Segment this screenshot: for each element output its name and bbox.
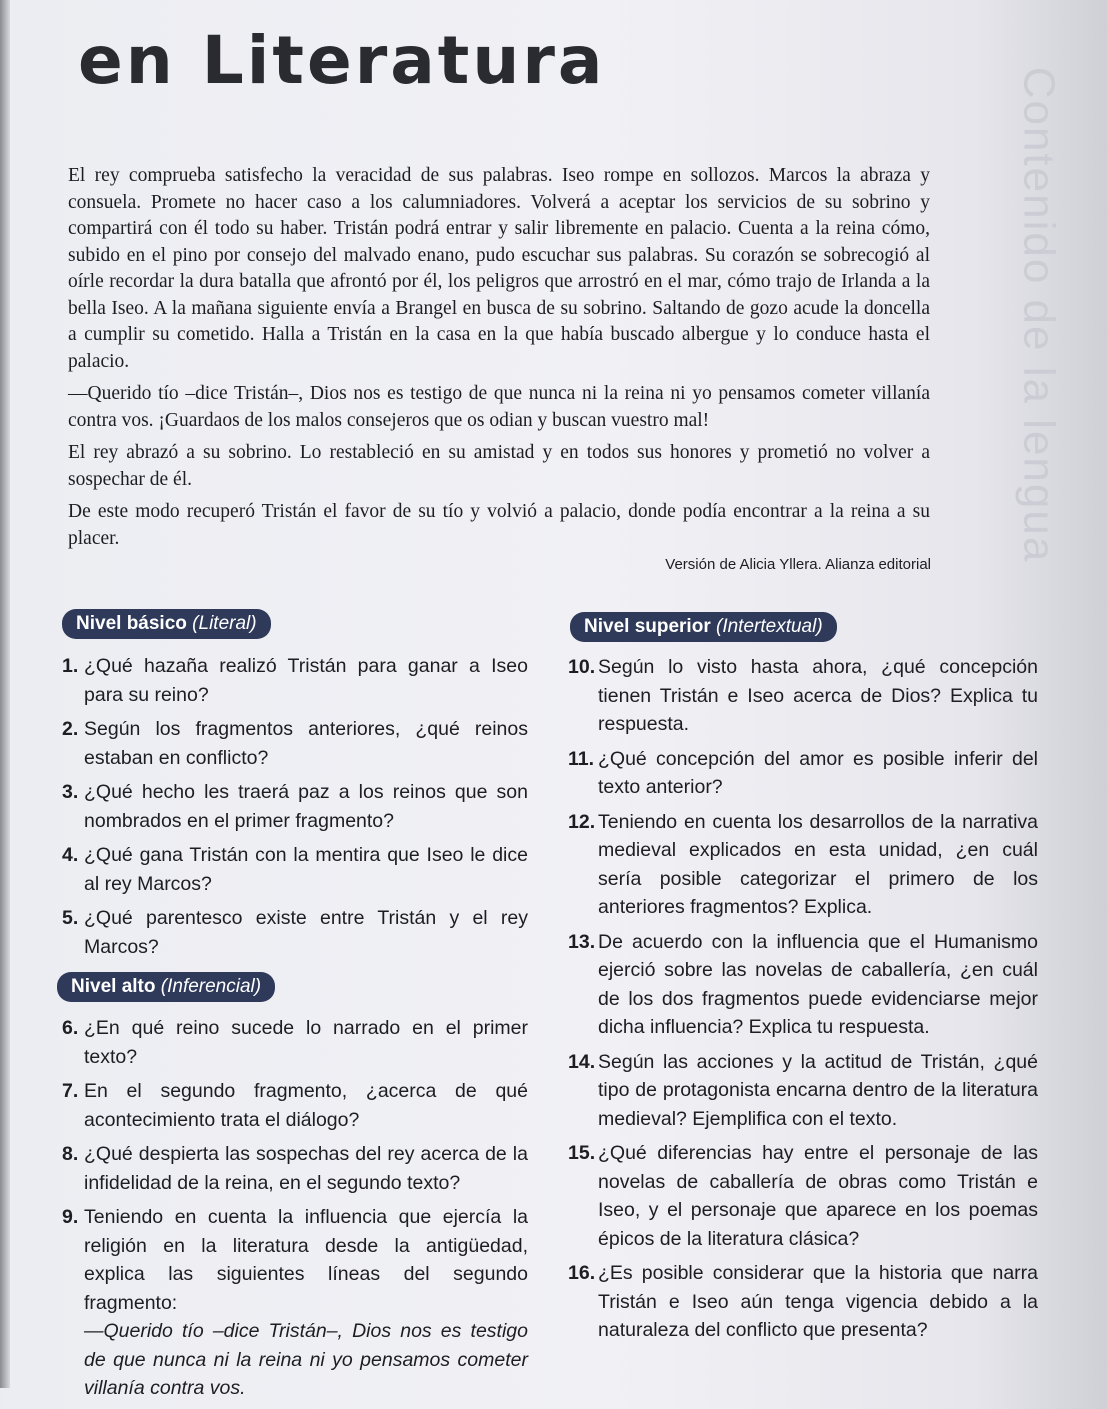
reading-paragraph: El rey abrazó a su sobrino. Lo restableció en su amistad y en todos sus honores y prometió no volver a sospechar de él. [68, 442, 930, 490]
question-body: Teniendo en cuenta la influencia que ejercía la religión en la literatura desde la antigüedad, explica las siguientes líneas del segundo fragmento: [84, 1206, 528, 1314]
side-tab [1008, 66, 1068, 564]
question-text: Según las acciones y la actitud de Tristán, ¿qué tipo de protagonista encarna dentro de la literatura medieval? Ejemplifica con el texto. [598, 1050, 1038, 1130]
question-item [568, 745, 1038, 802]
question-text: ¿Qué hazaña realizó Tristán para ganar a Iseo para su reino? [84, 655, 528, 706]
level-name: Nivel superior [584, 616, 711, 637]
question-item [62, 778, 528, 835]
level-badge-high [57, 972, 275, 1002]
question-text: En el segundo fragmento, ¿acerca de qué acontecimiento trata el diálogo? [84, 1080, 528, 1131]
question-number: 2. [62, 718, 79, 740]
question-item [568, 808, 1038, 922]
question-number: 9. [62, 1206, 79, 1228]
level-type: (Inferencial) [160, 976, 262, 997]
question-number: 13. [568, 930, 596, 953]
level-name: Nivel alto [71, 976, 156, 997]
question-text: ¿Qué hecho les traerá paz a los reinos que son nombrados en el primer fragmento? [84, 781, 528, 832]
questions-basic [62, 652, 528, 967]
question-text: ¿En qué reino sucede lo narrado en el primer texto? [84, 1017, 528, 1068]
question-number: 5. [62, 907, 79, 929]
question-number: 16. [568, 1262, 596, 1284]
question-item [62, 1014, 528, 1071]
question-item [62, 1140, 528, 1197]
question-text: ¿Qué despierta las sospechas del rey acerca de la infidelidad de la reina, en el segundo texto? [84, 1143, 528, 1194]
reading-paragraph: —Querido tío –dice Tristán–, Dios nos es testigo de que nunca ni la reina ni yo pensamos cometer villanía contra vos. ¡Guardaos de los malos consejeros que os odian y buscan vuestro mal! [68, 383, 930, 431]
question-number: 12. [568, 810, 596, 833]
question-number: 7. [62, 1080, 79, 1102]
question-item [568, 1139, 1038, 1253]
questions-superior [568, 653, 1038, 1351]
question-item [62, 1077, 528, 1134]
question-text: Según los fragmentos anteriores, ¿qué reinos estaban en conflicto? [84, 718, 528, 769]
question-item [568, 1259, 1038, 1345]
question-number: 8. [62, 1143, 79, 1165]
question-text [84, 1203, 528, 1403]
side-tab-label: Contenido de la lengua [1014, 66, 1063, 564]
question-item [568, 653, 1038, 739]
question-item [568, 928, 1038, 1042]
page-binding-edge [0, 0, 10, 1388]
question-item [62, 1203, 528, 1403]
question-number: 10. [568, 656, 596, 678]
level-badge-basic [62, 609, 271, 639]
level-badge-superior [570, 612, 837, 642]
question-item [568, 1048, 1038, 1134]
question-item [62, 841, 528, 898]
questions-high [62, 1014, 528, 1409]
question-text: ¿Qué parentesco existe entre Tristán y el rey Marcos? [84, 907, 528, 958]
question-text: Teniendo en cuenta los desarrollos de la narrativa medieval explicados en esta unidad, ¿en cuál sería posible categorizar el primero de los anteriores fragmentos? Explica. [598, 810, 1038, 918]
reading-paragraph: De este modo recuperó Tristán el favor de su tío y volvió a palacio, donde podía encontrar a la reina a su placer. [68, 501, 930, 549]
source-citation: Versión de Alicia Yllera. Alianza editorial [665, 556, 931, 573]
reading-paragraph: El rey comprueba satisfecho la veracidad de sus palabras. Iseo rompe en sollozos. Marcos la abraza y consuela. Promete no hacer caso a los calumniadores. Volverá a aceptar los servicios de su sobrino y compartirá con él todo su haber. Tristán podrá entrar y salir libremente en palacio. Cuenta a la reina cómo, subido en el pino por consejo del malvado enano, pudo escuchar sus palabras. Su corazón se sobrecogió al oírle recordar la dura batalla que afrontó por él, los peligros que arrostró en el mar, cómo trajo de Irlanda a la bella Iseo. A la mañana siguiente envía a Brangel en busca de su sobrino. Saltando de gozo acude la doncella a cumplir su cometido. Halla a Tristán en la casa en la que había buscado albergue y lo conduce hasta el palacio. [68, 165, 930, 372]
question-number: 3. [62, 781, 79, 803]
level-type: (Intertextual) [716, 616, 823, 637]
page-title: en Literatura [78, 22, 606, 99]
question-number: 4. [62, 844, 79, 866]
question-number: 6. [62, 1017, 79, 1039]
question-number: 11. [568, 747, 595, 770]
question-item [62, 652, 528, 709]
question-text: ¿Es posible considerar que la historia que narra Tristán e Iseo aún tenga vigencia debido a la naturaleza del conflicto que presenta? [598, 1262, 1038, 1341]
question-number: 1. [62, 655, 79, 677]
question-text: ¿Qué diferencias hay entre el personaje de las novelas de caballería de obras como Tristán e Iseo, y el personaje que aparece en los poemas épicos de la literatura clásica? [598, 1142, 1038, 1250]
level-name: Nivel básico [76, 613, 187, 634]
question-text: De acuerdo con la influencia que el Humanismo ejerció sobre las novelas de caballería, ¿en cuál de los dos fragmentos puede evidenciarse mejor dicha influencia? Explica tu respuesta. [598, 930, 1038, 1038]
question-text: ¿Qué concepción del amor es posible inferir del texto anterior? [598, 747, 1038, 798]
question-number: 14. [568, 1050, 596, 1073]
question-item [62, 904, 528, 961]
question-item [62, 715, 528, 772]
question-quote: —Querido tío –dice Tristán–, Dios nos es testigo de que nunca ni la reina ni yo pensamos cometer villanía contra vos. [84, 1320, 528, 1399]
level-type: (Literal) [192, 613, 257, 634]
question-number: 15. [568, 1142, 596, 1164]
question-text: Según lo visto hasta ahora, ¿qué concepción tienen Tristán e Iseo acerca de Dios? Explica tu respuesta. [598, 656, 1038, 735]
question-text: ¿Qué gana Tristán con la mentira que Iseo le dice al rey Marcos? [84, 844, 528, 895]
reading-passage [68, 163, 930, 558]
